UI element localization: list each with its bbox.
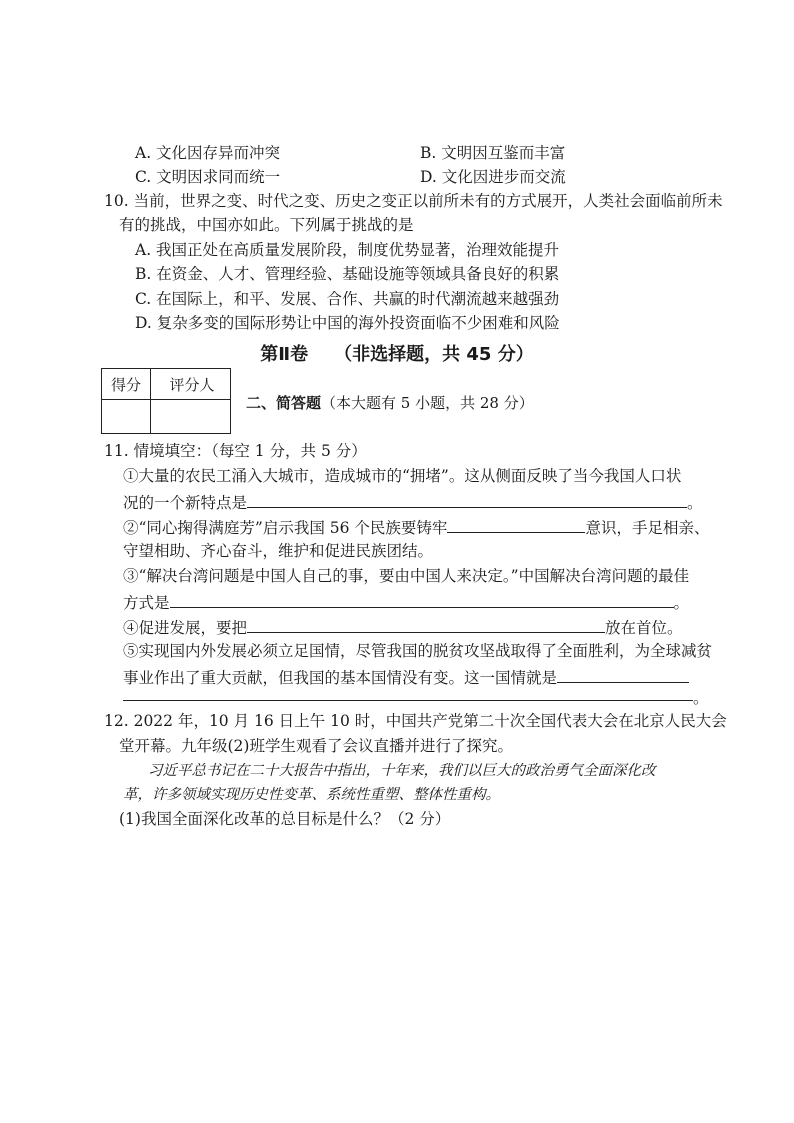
q9-option-c: C. 文明因求同而统一 bbox=[135, 168, 281, 186]
part2-title bbox=[0, 340, 794, 366]
q11-blank-2[interactable] bbox=[447, 516, 585, 533]
q11-item1-text: 况的一个新特点是 bbox=[123, 494, 248, 512]
q11-item3-line1: ③“解决台湾问题是中国人自己的事，要由中国人来决定。”中国解决台湾问题的最佳 bbox=[123, 567, 690, 585]
q11-item3-line2 bbox=[123, 591, 689, 613]
q10-option-d: D. 复杂多变的国际形势让中国的海外投资面临不少困难和风险 bbox=[135, 314, 560, 332]
section-note: （本大题有 5 小题，共 28 分） bbox=[321, 394, 534, 412]
q11-stem: 11. 情境填空：（每空 1 分，共 5 分） bbox=[104, 442, 367, 460]
q11-item4-text-a: ④促进发展，要把 bbox=[123, 619, 248, 637]
q11-item5-line2 bbox=[123, 666, 689, 688]
q10-option-b: B. 在资金、人才、管理经验、基础设施等领域具备良好的积累 bbox=[135, 265, 560, 283]
q9-option-a: A. 文化因存异而冲突 bbox=[135, 144, 281, 162]
q12-stem-line2: 堂开幕。九年级(2)班学生观看了会议直播并进行了探究。 bbox=[119, 737, 513, 755]
q10-option-a: A. 我国正处在高质量发展阶段，制度优势显著，治理效能提升 bbox=[135, 241, 560, 259]
score-table bbox=[101, 368, 231, 434]
q11-item2-text-a: ②“同心掬得满庭芳”启示我国 56 个民族要铸牢 bbox=[123, 519, 448, 537]
q11-item2-text-b: 意识，手足相亲、 bbox=[585, 519, 710, 537]
q12-quote-line1: 习近平总书记在二十大报告中指出，十年来，我们以巨大的政治勇气全面深化改 bbox=[148, 763, 656, 779]
q12-sub1: (1)我国全面深化改革的总目标是什么？（2 分） bbox=[119, 810, 451, 828]
score-table-col-grader: 评分人 bbox=[169, 376, 215, 394]
q11-blank-1[interactable] bbox=[247, 491, 687, 508]
q11-blank-5[interactable] bbox=[557, 666, 689, 683]
q11-item2-line1 bbox=[123, 516, 709, 538]
q10-stem-line2: 有的挑战，中国亦如此。下列属于挑战的是 bbox=[119, 216, 414, 234]
q9-option-b: B. 文明因互鉴而丰富 bbox=[420, 144, 566, 162]
q10-option-c: C. 在国际上，和平、发展、合作、共赢的时代潮流越来越强劲 bbox=[135, 290, 560, 308]
q11-item5-text: 事业作出了重大贡献，但我国的基本国情没有变。这一国情就是 bbox=[123, 669, 558, 687]
q11-blank-5-continuation[interactable] bbox=[123, 700, 693, 701]
part2-title-sub: （非选择题，共 45 分） bbox=[334, 344, 534, 365]
q10-stem-line1: 10. 当前，世界之变、时代之变、历史之变正以前所未有的方式展开，人类社会面临前所未 bbox=[104, 192, 723, 210]
q11-item5-period: 。 bbox=[693, 689, 709, 707]
q11-item4-text-b: 放在首位。 bbox=[605, 619, 683, 637]
q11-item1-line1: ①大量的农民工涌入大城市，造成城市的“拥堵”。这从侧面反映了当今我国人口状 bbox=[123, 467, 682, 485]
q11-item3-text: 方式是 bbox=[123, 594, 170, 612]
q11-item4 bbox=[123, 616, 683, 638]
q11-blank-3[interactable] bbox=[170, 591, 674, 608]
q11-item2-line2: 守望相助、齐心奋斗，维护和促进民族团结。 bbox=[123, 542, 434, 560]
part2-title-main: 第Ⅱ卷 bbox=[260, 344, 309, 365]
section-heading bbox=[246, 392, 534, 413]
q12-quote-line2: 革，许多领域实现历史性变革、系统性重塑、整体性重构。 bbox=[123, 787, 500, 803]
q11-item1-period: 。 bbox=[687, 494, 703, 512]
q9-option-d: D. 文化因进步而交流 bbox=[420, 168, 566, 186]
q11-blank-4[interactable] bbox=[247, 616, 605, 633]
score-table-col-score: 得分 bbox=[110, 376, 141, 394]
q11-item5-line1: ⑤实现国内外发展必须立足国情，尽管我国的脱贫攻坚战取得了全面胜利，为全球减贫 bbox=[123, 642, 713, 660]
q11-item3-period: 。 bbox=[673, 594, 690, 612]
q11-item1-line2 bbox=[123, 491, 703, 513]
section-title: 二、简答题 bbox=[246, 394, 322, 412]
q12-stem-line1: 12. 2022 年，10 月 16 日上午 10 时，中国共产党第二十次全国代表大会在北京人民大会 bbox=[104, 712, 727, 730]
